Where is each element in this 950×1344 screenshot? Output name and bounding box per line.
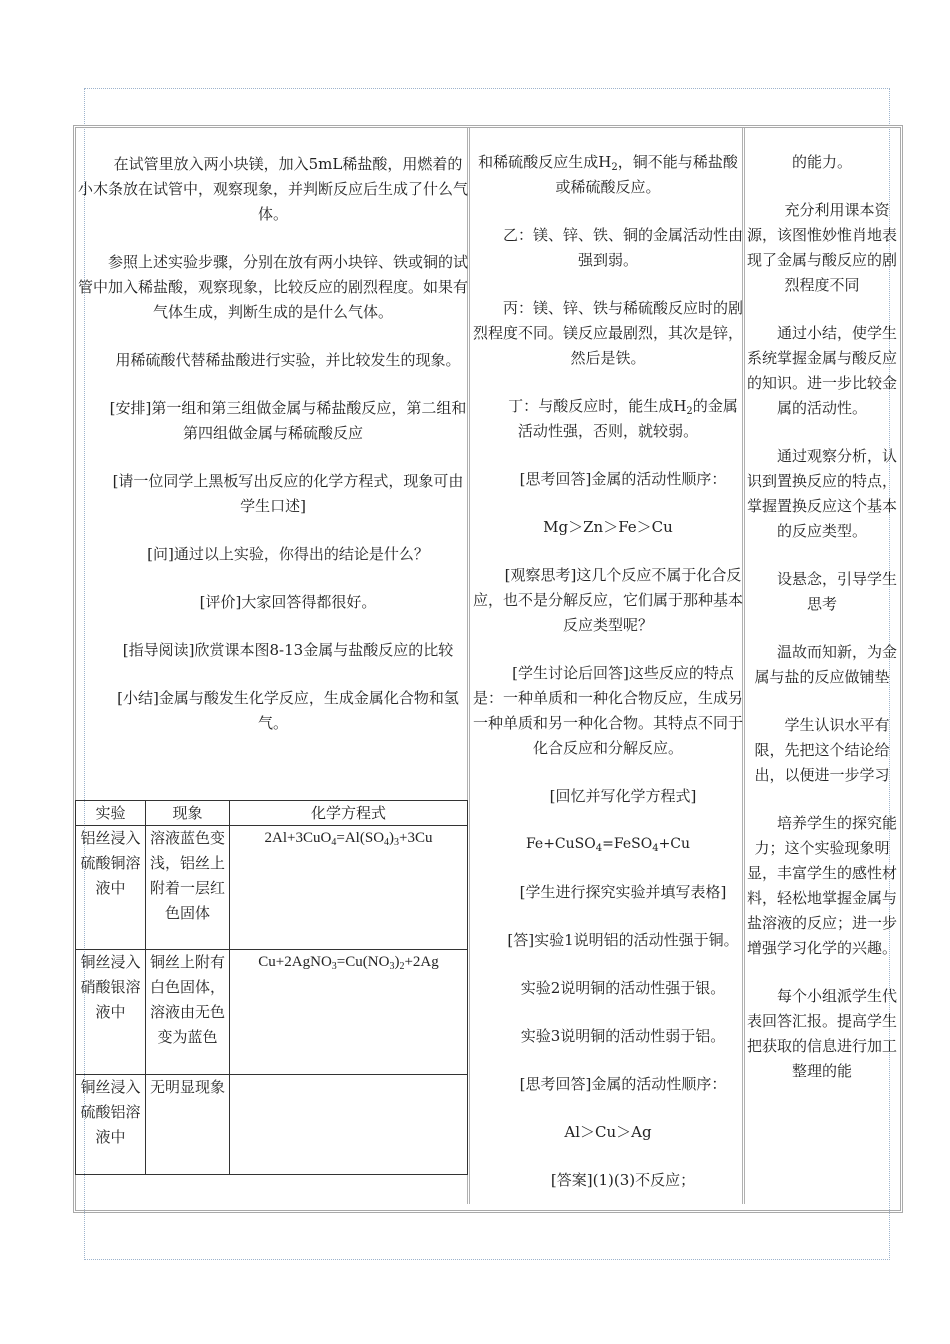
paragraph: 每个小组派学生代表回答汇报。提高学生把获取的信息进行加工整理的能 xyxy=(747,987,897,1080)
paragraph: 和稀硫酸反应生成$H_2$，铜不能与稀盐酸或稀硫酸反应。 xyxy=(478,153,738,196)
paragraph: [思考回答]金属的活动性顺序： xyxy=(519,470,727,488)
paragraph: [问]通过以上实验，你得出的结论是什么？ xyxy=(147,545,429,563)
paragraph: [指导阅读]欣赏课本图8-13金属与盐酸反应的比较 xyxy=(122,641,454,659)
paragraph: 通过小结，使学生系统掌握金属与酸反应的知识。进一步比较金属的活动性。 xyxy=(747,324,897,417)
paragraph: [请一位同学上黑板写出反应的化学方程式，现象可由学生口述] xyxy=(112,472,464,515)
paragraph: 在试管里放入两小块镁，加入5mL稀盐酸，用燃着的小木条放在试管中，观察现象，并判断反应后生成了什么气体。 xyxy=(77,155,468,223)
paragraph: [回忆并写化学方程式] xyxy=(549,787,697,805)
metal-activity-order: Al＞Cu＞Ag xyxy=(564,1123,652,1141)
paragraph: [答案](1)(3)不反应； xyxy=(550,1171,696,1189)
paragraph: 温故而知新，为金属与盐的反应做铺垫 xyxy=(754,643,897,686)
equation-cell xyxy=(230,1075,468,1175)
paragraph: 的能力。 xyxy=(791,153,852,171)
paragraph: [安排]第一组和第三组做金属与稀盐酸反应，第二组和第四组做金属与稀硫酸反应 xyxy=(109,399,467,442)
paragraph: [观察思考]这几个反应不属于化合反应，也不是分解反应，它们属于那种基本反应类型呢？ xyxy=(472,566,743,634)
paragraph: [思考回答]金属的活动性顺序： xyxy=(519,1075,727,1093)
paragraph: [学生进行探究实验并填写表格] xyxy=(519,883,727,901)
column-header: 实验 xyxy=(76,801,146,826)
paragraph: 实验3说明铜的活动性弱于铝。 xyxy=(520,1027,726,1045)
experiment-table xyxy=(75,800,468,1175)
table-row xyxy=(76,826,468,950)
table-cell: 铜丝浸入硝酸银溶液中 xyxy=(76,950,146,1075)
paragraph: 实验2说明铜的活动性强于银。 xyxy=(520,979,726,997)
paragraph: 丁：与酸反应时，能生成$H_2$的金属活动性强，否则，就较弱。 xyxy=(508,397,738,440)
table-cell: 铜丝上附有白色固体，溶液由无色变为蓝色 xyxy=(146,950,230,1075)
paragraph: 设悬念，引导学生思考 xyxy=(777,570,897,613)
paragraph: [评价]大家回答得都很好。 xyxy=(199,593,377,611)
table-header-row xyxy=(76,801,468,826)
column-header: 化学方程式 xyxy=(230,801,468,826)
paragraph: 乙：镁、锌、铁、铜的金属活动性由强到弱。 xyxy=(502,226,743,269)
table-cell: 铝丝浸入硫酸铜溶液中 xyxy=(76,826,146,950)
table-row xyxy=(76,1075,468,1175)
paragraph: 培养学生的探究能力；这个实验现象明显，丰富学生的感性材料，轻松地掌握金属与盐溶液的反应；进一步增强学习化学的兴趣。 xyxy=(747,814,897,957)
paragraph: [学生讨论后回答]这些反应的特点是：一种单质和一种化合物反应，生成另一种单质和另一种化合物。其特点不同于化合反应和分解反应。 xyxy=(472,664,743,757)
paragraph: 充分利用课本资源，该图惟妙惟肖地表现了金属与酸反应的剧烈程度不同 xyxy=(747,201,897,294)
equation-cell: $Cu+2AgNO_3=Cu(NO_3)_2+2Ag$ xyxy=(230,950,468,1075)
table-cell: 溶液蓝色变浅，铝丝上附着一层红色固体 xyxy=(146,826,230,950)
column-header: 现象 xyxy=(146,801,230,826)
equation-cell: $2Al+3CuO_4=Al(SO_4)_3+3Cu$ xyxy=(230,826,468,950)
design-intent-column xyxy=(747,128,897,1204)
paragraph: 学生认识水平有限，先把这个结论给出，以便进一步学习 xyxy=(754,716,890,784)
paragraph: 参照上述实验步骤，分别在放有两小块锌、铁或铜的试管中加入稀盐酸，观察现象，比较反应的剧烈程度。如果有气体生成，判断生成的是什么气体。 xyxy=(77,253,468,321)
table-cell: 铜丝浸入硫酸铝溶液中 xyxy=(76,1075,146,1175)
table-cell: 无明显现象 xyxy=(146,1075,230,1175)
paragraph: 通过观察分析，认识到置换反应的特点，掌握置换反应这个基本的反应类型。 xyxy=(747,447,897,540)
paragraph: 丙：镁、锌、铁与稀硫酸反应时的剧烈程度不同。镁反应最剧烈，其次是锌，然后是铁。 xyxy=(472,299,743,367)
student-activity-column xyxy=(472,128,744,1204)
table-row xyxy=(76,950,468,1075)
paragraph: [答]实验1说明铝的活动性强于铜。 xyxy=(507,931,739,949)
paragraph: [小结]金属与酸发生化学反应，生成金属化合物和氢气。 xyxy=(117,689,459,732)
chemical-equation: Fe+CuSO$_4$=FeSO$_4$+Cu xyxy=(525,836,691,854)
metal-activity-order: Mg＞Zn＞Fe＞Cu xyxy=(543,518,673,536)
paragraph: 用稀硫酸代替稀盐酸进行实验，并比较发生的现象。 xyxy=(115,351,461,369)
